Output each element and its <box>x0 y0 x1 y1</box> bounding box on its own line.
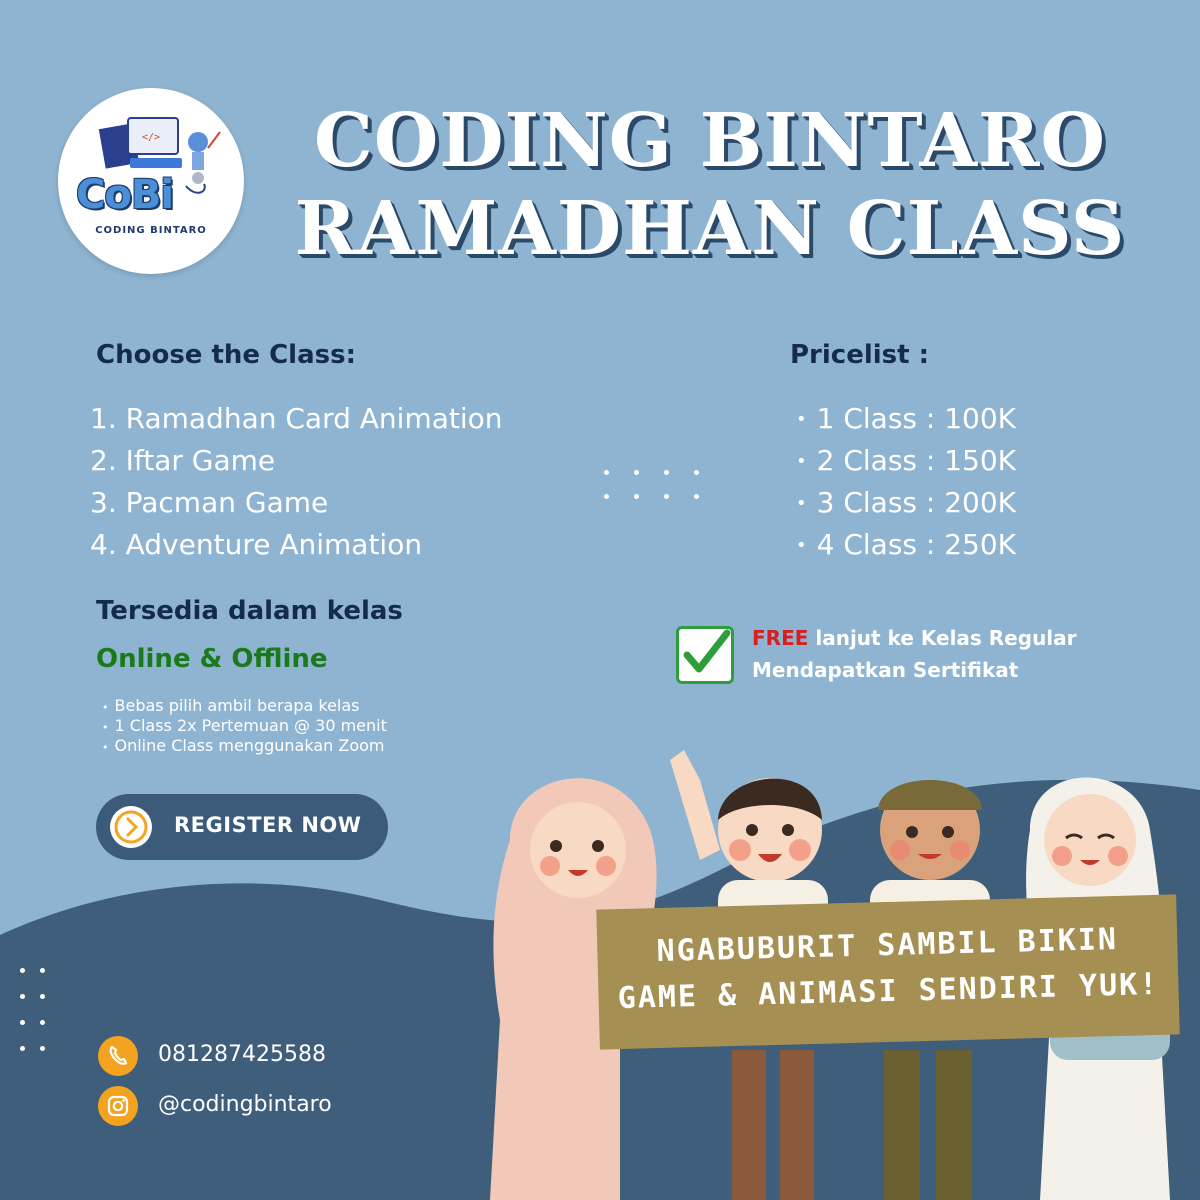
price-item: • 4 Class : 250K <box>796 528 1017 561</box>
instagram-icon <box>98 1086 138 1126</box>
price-list <box>796 398 1016 566</box>
price-item: • 2 Class : 150K <box>796 444 1017 477</box>
class-item: 2. Iftar Game <box>90 444 276 477</box>
phone-icon <box>98 1036 138 1076</box>
classes-heading: Choose the Class: <box>96 340 356 370</box>
headline-line-2: RAMADHAN CLASS <box>294 186 1126 272</box>
class-item: 3. Pacman Game <box>90 486 329 519</box>
class-item: 1. Ramadhan Card Animation <box>90 402 503 435</box>
banner-sign <box>596 894 1179 1049</box>
instagram-handle[interactable]: @codingbintaro <box>158 1092 332 1117</box>
register-label: REGISTER NOW <box>174 813 362 837</box>
note-item: • 1 Class 2x Pertemuan @ 30 menit <box>102 716 387 735</box>
free-benefit: FREE lanjut ke Kelas Regular <box>752 626 1077 650</box>
class-list <box>90 398 503 566</box>
free-word: FREE <box>752 626 809 650</box>
notes-list <box>102 696 387 756</box>
logo-wordmark: CoBi <box>76 172 174 218</box>
chevron-right-icon <box>110 806 152 848</box>
logo-subtitle: CODING BINTARO <box>95 225 207 236</box>
register-now-button[interactable] <box>96 794 388 860</box>
price-item: • 3 Class : 200K <box>796 486 1017 519</box>
certificate-benefit: Mendapatkan Sertifikat <box>752 658 1019 682</box>
checkmark-icon <box>676 626 734 684</box>
headline-line-1: CODING BINTARO <box>314 98 1106 184</box>
class-item: 4. Adventure Animation <box>90 528 423 561</box>
banner-line-2: GAME & ANIMASI SENDIRI YUK! <box>617 966 1160 1017</box>
price-item: • 1 Class : 100K <box>796 402 1017 435</box>
availability-mode: Online & Offline <box>96 644 328 674</box>
pricelist-heading: Pricelist : <box>790 340 930 370</box>
svg-text:</>: </> <box>142 132 161 143</box>
availability-heading: Tersedia dalam kelas <box>96 596 403 626</box>
note-item: • Bebas pilih ambil berapa kelas <box>102 696 360 715</box>
phone-number[interactable]: 081287425588 <box>158 1042 326 1067</box>
note-item: • Online Class menggunakan Zoom <box>102 736 385 755</box>
cobi-logo <box>58 88 244 274</box>
banner-line-1: NGABUBURIT SAMBIL BIKIN <box>656 921 1119 970</box>
